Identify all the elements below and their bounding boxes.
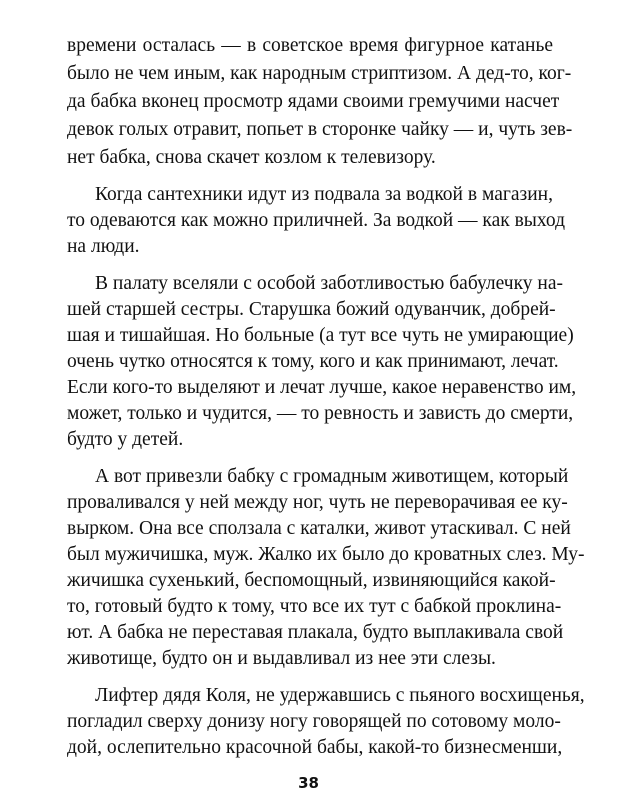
text-line: Лифтер дядя Коля, не удержавшись с пьяного восхищенья, [95, 685, 585, 706]
text-line: А вот привезли бабку с громадным животищем, который [95, 466, 569, 487]
text-line: Если кого-то выделяют и лечат лучше, какое неравенство им, [67, 377, 577, 398]
text-line: проваливался у ней между ног, чуть не переворачивая ее ку- [67, 492, 568, 513]
text-line: был мужичишка, муж. Жалко их было до кроватных слез. Му- [67, 544, 585, 565]
text-line: погладил сверху донизу ногу говорящей по сотовому моло- [67, 711, 561, 732]
text-line: жичишка сухенький, беспомощный, извиняющийся какой- [67, 570, 556, 591]
text-line: вырком. Она все сползала с каталки, живот утаскивал. С ней [67, 518, 571, 539]
text-line: времени осталась — в советское время фигурное катанье [67, 35, 553, 56]
text-line: Когда сантехники идут из подвала за водкой в магазин, [95, 184, 553, 205]
text-line: то одеваются как можно приличней. За водкой — как выход [67, 210, 566, 231]
text-line: ют. А бабка не переставая плакала, будто выплакивала свой [67, 622, 564, 643]
text-line: шая и тишайшая. Но больные (а тут все чуть не умирающие) [67, 325, 574, 346]
text-line: В палату вселяли с особой заботливостью бабулечку на- [95, 273, 564, 294]
text-line: шей старшей сестры. Старушка божий одуванчик, добрей- [67, 299, 556, 320]
text-line: на люди. [67, 236, 140, 257]
text-line: то, готовый будто к тому, что все их тут с бабкой проклина- [67, 596, 562, 617]
text-line: дой, ослепительно красочной бабы, какой-то бизнесменши, [67, 737, 563, 758]
text-line: будто у детей. [67, 429, 184, 450]
text-line: может, только и чудится, — то ревность и зависть до смерти, [67, 403, 574, 424]
page-number: 38 [298, 774, 319, 792]
text-line: очень чутко относятся к тому, кого и как принимают, лечат. [67, 351, 559, 372]
text-line: нет бабка, снова скачет козлом к телевизору. [67, 147, 436, 168]
text-line: да бабка вконец просмотр ядами своими гремучими насчет [67, 91, 560, 112]
text-line: было не чем иным, как народным стриптизом. А дед-то, ког- [67, 63, 572, 84]
text-line: животище, будто он и выдавливал из нее эти слезы. [67, 648, 496, 669]
text-line: девок голых отравит, попьет в сторонке чайку — и, чуть зев- [67, 119, 573, 140]
